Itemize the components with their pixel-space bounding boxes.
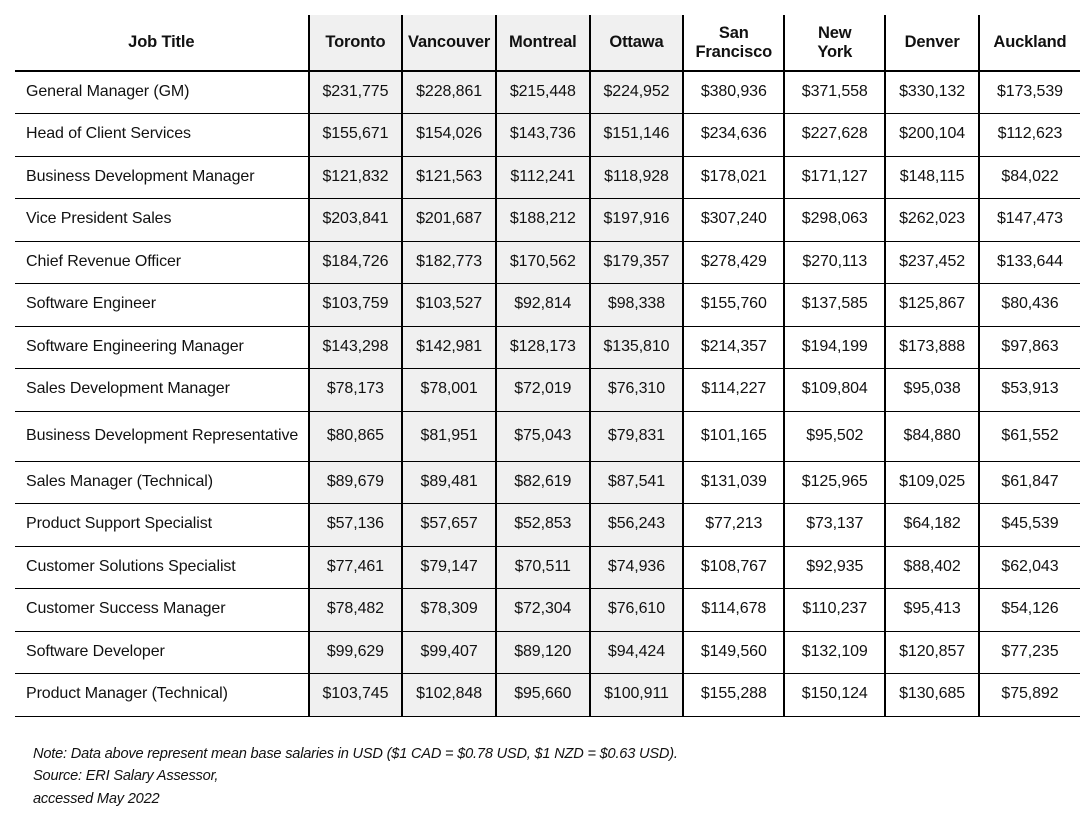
cell-salary: $82,619 [496,461,590,504]
cell-salary: $102,848 [402,674,496,717]
footnote-line-accessed: accessed May 2022 [33,790,160,807]
cell-salary: $112,241 [496,156,590,199]
table-row [15,284,1080,327]
cell-salary: $98,338 [590,284,684,327]
column-header-denver: Denver [885,15,979,71]
cell-salary: $120,857 [885,631,979,674]
cell-salary: $262,023 [885,199,979,242]
table-row [15,71,1080,114]
table-row [15,674,1080,717]
cell-salary: $77,213 [683,504,784,547]
cell-salary: $135,810 [590,326,684,369]
cell-salary: $101,165 [683,411,784,461]
table-body [15,71,1080,716]
cell-salary: $53,913 [979,369,1080,412]
cell-salary: $203,841 [309,199,403,242]
cell-salary: $87,541 [590,461,684,504]
cell-salary: $103,745 [309,674,403,717]
column-header-new-york: New York [784,15,885,71]
cell-salary: $182,773 [402,241,496,284]
cell-salary: $307,240 [683,199,784,242]
table-row [15,369,1080,412]
cell-salary: $89,679 [309,461,403,504]
cell-salary: $178,021 [683,156,784,199]
cell-salary: $125,867 [885,284,979,327]
cell-salary: $109,804 [784,369,885,412]
cell-salary: $231,775 [309,71,403,114]
cell-salary: $88,402 [885,546,979,589]
cell-salary: $130,685 [885,674,979,717]
cell-job-title: Sales Development Manager [15,369,309,412]
cell-salary: $77,235 [979,631,1080,674]
table-row [15,411,1080,461]
salary-table [15,15,1080,717]
cell-salary: $155,760 [683,284,784,327]
cell-salary: $56,243 [590,504,684,547]
cell-salary: $54,126 [979,589,1080,632]
cell-salary: $128,173 [496,326,590,369]
cell-job-title: Customer Success Manager [15,589,309,632]
cell-salary: $75,043 [496,411,590,461]
cell-salary: $79,831 [590,411,684,461]
cell-salary: $380,936 [683,71,784,114]
cell-salary: $200,104 [885,114,979,157]
cell-salary: $118,928 [590,156,684,199]
table-row [15,504,1080,547]
cell-job-title: Software Engineering Manager [15,326,309,369]
cell-job-title: Business Development Manager [15,156,309,199]
column-header-vancouver: Vancouver [402,15,496,71]
cell-salary: $173,539 [979,71,1080,114]
cell-job-title: Sales Manager (Technical) [15,461,309,504]
cell-salary: $77,461 [309,546,403,589]
table-header [15,15,1080,71]
cell-salary: $84,880 [885,411,979,461]
cell-salary: $131,039 [683,461,784,504]
cell-salary: $133,644 [979,241,1080,284]
cell-salary: $57,136 [309,504,403,547]
cell-salary: $78,309 [402,589,496,632]
cell-salary: $52,853 [496,504,590,547]
cell-salary: $100,911 [590,674,684,717]
cell-salary: $95,502 [784,411,885,461]
column-header-toronto: Toronto [309,15,403,71]
cell-salary: $234,636 [683,114,784,157]
cell-salary: $142,981 [402,326,496,369]
cell-salary: $125,965 [784,461,885,504]
cell-salary: $74,936 [590,546,684,589]
cell-salary: $99,629 [309,631,403,674]
footnote-line-note: Note: Data above represent mean base salaries in USD ($1 CAD = $0.78 USD, $1 NZD = $0.63 USD). [33,745,678,762]
cell-salary: $78,482 [309,589,403,632]
cell-salary: $114,227 [683,369,784,412]
cell-salary: $171,127 [784,156,885,199]
cell-salary: $121,563 [402,156,496,199]
cell-salary: $84,022 [979,156,1080,199]
cell-salary: $72,304 [496,589,590,632]
cell-salary: $94,424 [590,631,684,674]
cell-salary: $179,357 [590,241,684,284]
cell-job-title: Business Development Representative [15,411,309,461]
cell-salary: $61,847 [979,461,1080,504]
cell-job-title: Product Support Specialist [15,504,309,547]
table-row [15,241,1080,284]
cell-salary: $114,678 [683,589,784,632]
column-header-montreal: Montreal [496,15,590,71]
cell-salary: $103,759 [309,284,403,327]
cell-job-title: Chief Revenue Officer [15,241,309,284]
cell-salary: $121,832 [309,156,403,199]
cell-salary: $92,935 [784,546,885,589]
table-row [15,199,1080,242]
cell-salary: $97,863 [979,326,1080,369]
cell-salary: $80,436 [979,284,1080,327]
cell-salary: $151,146 [590,114,684,157]
table-footnote [15,743,1080,811]
cell-job-title: Product Manager (Technical) [15,674,309,717]
cell-salary: $92,814 [496,284,590,327]
cell-salary: $89,120 [496,631,590,674]
cell-salary: $80,865 [309,411,403,461]
cell-salary: $270,113 [784,241,885,284]
cell-salary: $147,473 [979,199,1080,242]
cell-salary: $78,001 [402,369,496,412]
cell-salary: $62,043 [979,546,1080,589]
header-row [15,15,1080,71]
cell-salary: $95,038 [885,369,979,412]
cell-salary: $155,288 [683,674,784,717]
cell-salary: $61,552 [979,411,1080,461]
cell-job-title: Vice President Sales [15,199,309,242]
cell-salary: $57,657 [402,504,496,547]
column-header-job-title: Job Title [15,15,309,71]
cell-salary: $215,448 [496,71,590,114]
cell-salary: $155,671 [309,114,403,157]
cell-salary: $143,736 [496,114,590,157]
cell-salary: $99,407 [402,631,496,674]
cell-salary: $81,951 [402,411,496,461]
cell-salary: $201,687 [402,199,496,242]
cell-job-title: General Manager (GM) [15,71,309,114]
cell-salary: $72,019 [496,369,590,412]
cell-salary: $76,610 [590,589,684,632]
cell-salary: $70,511 [496,546,590,589]
cell-salary: $64,182 [885,504,979,547]
cell-salary: $95,413 [885,589,979,632]
cell-salary: $108,767 [683,546,784,589]
cell-salary: $214,357 [683,326,784,369]
cell-salary: $170,562 [496,241,590,284]
cell-salary: $237,452 [885,241,979,284]
cell-salary: $45,539 [979,504,1080,547]
table-row [15,546,1080,589]
table-row [15,114,1080,157]
column-header-san-francisco: San Francisco [683,15,784,71]
cell-salary: $194,199 [784,326,885,369]
cell-salary: $298,063 [784,199,885,242]
table-row [15,631,1080,674]
cell-salary: $371,558 [784,71,885,114]
cell-job-title: Software Engineer [15,284,309,327]
cell-salary: $278,429 [683,241,784,284]
cell-salary: $132,109 [784,631,885,674]
cell-salary: $150,124 [784,674,885,717]
table-row [15,156,1080,199]
cell-salary: $78,173 [309,369,403,412]
table-row [15,589,1080,632]
cell-salary: $330,132 [885,71,979,114]
table-row [15,326,1080,369]
cell-salary: $109,025 [885,461,979,504]
cell-salary: $149,560 [683,631,784,674]
cell-salary: $154,026 [402,114,496,157]
table-row [15,461,1080,504]
cell-salary: $197,916 [590,199,684,242]
cell-salary: $188,212 [496,199,590,242]
cell-salary: $79,147 [402,546,496,589]
cell-salary: $89,481 [402,461,496,504]
cell-salary: $184,726 [309,241,403,284]
cell-job-title: Head of Client Services [15,114,309,157]
cell-salary: $103,527 [402,284,496,327]
cell-salary: $137,585 [784,284,885,327]
cell-salary: $75,892 [979,674,1080,717]
cell-salary: $143,298 [309,326,403,369]
cell-salary: $148,115 [885,156,979,199]
column-header-auckland: Auckland [979,15,1080,71]
cell-job-title: Software Developer [15,631,309,674]
cell-salary: $112,623 [979,114,1080,157]
cell-salary: $110,237 [784,589,885,632]
cell-salary: $228,861 [402,71,496,114]
cell-salary: $227,628 [784,114,885,157]
cell-salary: $224,952 [590,71,684,114]
cell-salary: $173,888 [885,326,979,369]
footnote-line-source: Source: ERI Salary Assessor, [33,768,219,785]
cell-salary: $95,660 [496,674,590,717]
cell-salary: $76,310 [590,369,684,412]
column-header-ottawa: Ottawa [590,15,684,71]
cell-job-title: Customer Solutions Specialist [15,546,309,589]
cell-salary: $73,137 [784,504,885,547]
